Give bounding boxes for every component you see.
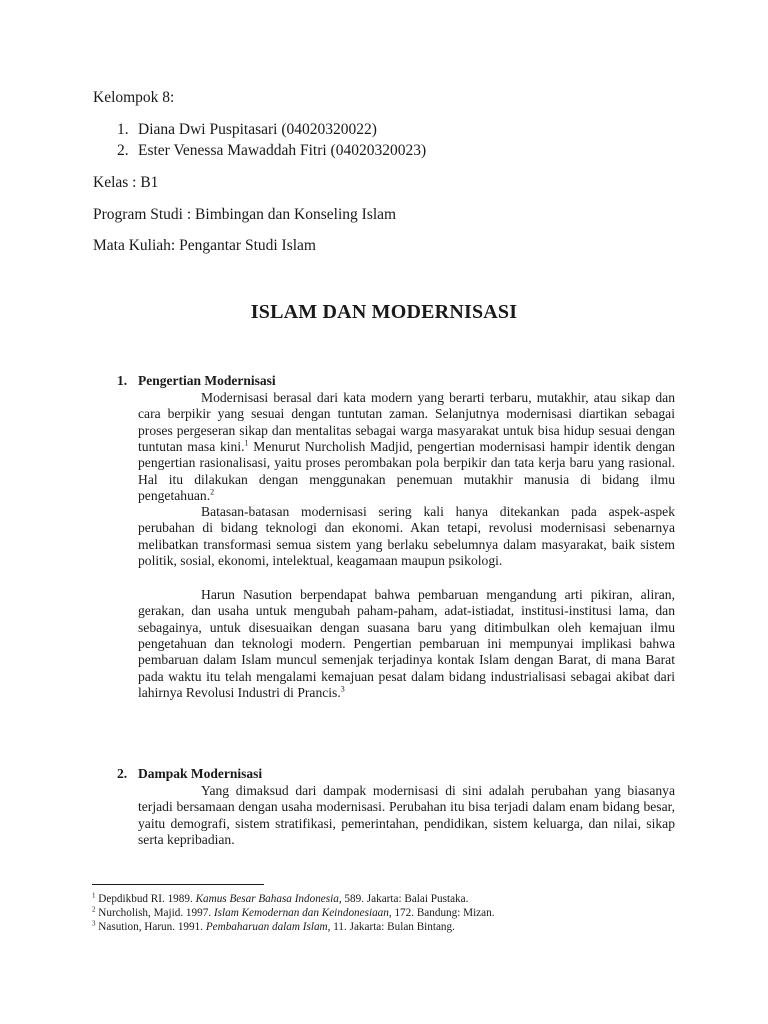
paragraph-text: Menurut Nurcholish Madjid, pengertian modernisasi hampir identik dengan pengertian rasionalisasi, yaitu proses perombakan pola berpikir dan tata kerja baru yang rasional. Hal itu dilakukan dengan menggunakan penemuan mutakhir manusia di bidang ilmu pengetahuan. [138, 439, 675, 504]
body-paragraph [138, 783, 675, 848]
footnote-title: Pembaharuan dalam Islam [205, 921, 328, 933]
footnote [92, 907, 495, 920]
member-number: 2. [117, 142, 129, 159]
footnote-number: 3 [92, 919, 96, 928]
footnote [92, 893, 468, 906]
section-title: Dampak Modernisasi [138, 766, 263, 781]
footnote-text: Depdikbud RI. 1989. [95, 893, 196, 905]
course-label: Mata Kuliah: Pengantar Studi Islam [93, 237, 316, 254]
section-title: Pengertian Modernisasi [138, 373, 276, 388]
section-heading [117, 373, 276, 389]
footnote-divider [92, 884, 264, 885]
group-label: Kelompok 8: [93, 89, 175, 106]
paragraph-text: Harun Nasution berpendapat bahwa pembaruan mengandung arti pikiran, aliran, gerakan, dan usaha untuk mengubah paham-paham, adat-istiadat, institusi-institusi lama, dan sebagainya, untuk disesuaikan dengan suasana baru yang ditimbulkan oleh kemajuan ilmu pengetahuan dan teknologi modern. Pengertian pembaruan ini mempunyai implikasi bahwa pembaruan dalam Islam muncul semenjak terjadinya kontak Islam dengan Barat, di mana Barat pada waktu itu telah mengalami kemajuan pesat dalam bidang industrialisasi sebagai akibat dari lahirnya Revolusi Industri di Prancis. [138, 587, 675, 701]
paragraph-text: Modernisasi berasal dari kata modern yang berarti terbaru, mutakhir, atau sikap dan cara berpikir yang sesuai dengan tuntutan zaman. Selanjutnya modernisasi diartikan sebagai proses pergeseran sikap dan mentalitas sebagai warga masyarakat untuk bisa hidup sesuai dengan tuntutan masa kini. [138, 390, 675, 455]
member-text: Diana Dwi Puspitasari (04020320022) [138, 121, 377, 138]
member-text: Ester Venessa Mawaddah Fitri (04020320023) [138, 142, 427, 159]
paragraph-text: Batasan-batasan modernisasi sering kali hanya ditekankan pada aspek-aspek perubahan di bidang teknologi dan ekonomi. Akan tetapi, revolusi modernisasi sebenarnya melibatkan transformasi semua sistem yang berlaku sebelumnya dalam masyarakat, baik sistem politik, sosial, ekonomi, intelektual, keagamaan maupun psikologi. [138, 504, 675, 569]
footnote-title: Islam Kemodernan dan Keindonesiaan [213, 907, 389, 919]
footnote-ref: 2 [210, 487, 215, 497]
footnote-number: 1 [92, 891, 96, 900]
body-paragraph [138, 390, 675, 504]
member-item [117, 121, 377, 139]
body-paragraph [138, 587, 675, 701]
body-paragraph [138, 504, 675, 569]
footnote-text: , 589. Jakarta: Balai Pustaka. [338, 893, 469, 905]
section-number: 2. [117, 766, 128, 781]
footnote-text: , 11. Jakarta: Bulan Bintang. [327, 921, 455, 933]
footnote-ref: 3 [340, 684, 345, 694]
member-item [117, 142, 426, 160]
class-label: Kelas : B1 [93, 174, 159, 191]
footnote [92, 921, 455, 934]
member-number: 1. [117, 121, 129, 138]
section-number: 1. [117, 373, 128, 388]
footnote-text: , 172. Bandung: Mizan. [388, 907, 495, 919]
section-heading [117, 766, 262, 782]
footnote-text: Nurcholish, Majid. 1997. [95, 907, 214, 919]
footnote-number: 2 [92, 905, 96, 914]
footnote-ref: 1 [244, 438, 249, 448]
document-title: ISLAM DAN MODERNISASI [250, 301, 518, 323]
program-label: Program Studi : Bimbingan dan Konseling Islam [93, 206, 397, 223]
footnote-title: Kamus Besar Bahasa Indonesia [195, 893, 339, 905]
paragraph-text: Yang dimaksud dari dampak modernisasi di sini adalah perubahan yang biasanya terjadi bersamaan dengan usaha modernisasi. Perubahan itu bisa terjadi dalam enam bidang besar, yaitu demografi, sistem stratifikasi, pemerintahan, pendidikan, sistem keluarga, dan nilai, sikap serta kepribadian. [138, 783, 675, 848]
footnote-text: Nasution, Harun. 1991. [95, 921, 206, 933]
